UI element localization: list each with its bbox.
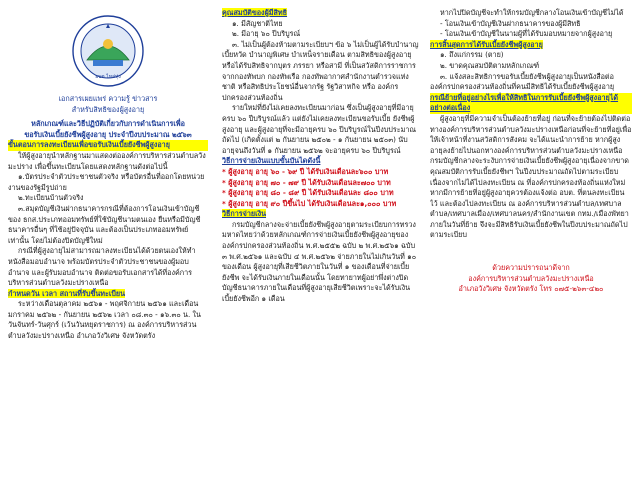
schedule-heading: กำหนดวัน เวลา สถานที่รับขึ้นทะเบียน [8, 288, 126, 298]
column-right [430, 0, 632, 495]
subtitle-line-2: ขอรับเงินเบี้ยยังชีพผู้สูงอายุ ประจำปีงบประมาณ ๒๕๖๓ [24, 129, 192, 139]
subtitle-line-1: หลักเกณฑ์และวิธีปฏิบัติเกี่ยวกับการดำเนินการเพื่อ [31, 119, 185, 129]
footer-line-1: ด้วยความปรารถนาดีจาก [492, 263, 570, 273]
new-registrant-paragraph: รายใหม่ที่ยังไม่เคยลงทะเบียนมาก่อน ซึ่งเป็นผู้สูงอายุที่มีอายุครบ ๖๐ ปีบริบูรณ์แล้ว แต่ยังไม่เคยลงทะเบียนขอรับเบี้ย ยังชีพผู้สูงอายุ และผู้สูงอายุที่จะมีอายุครบ ๖๐ ปีบริบูรณ์ในปีงบประมาณถัดไป (เกิดตั้งแต่ ๒ กันยายน ๒๕๐๒ - ๑ กันยายน ๒๕๐๓) นับอายุจนถึงวันที่ ๑ กันยายน ๒๕๖๒ จะอายุครบ ๖๐ ปีบริบูรณ์ [222, 103, 417, 155]
transfer-option-2: - โอนเงินเข้าบัญชีในนามผู้ที่ได้รับมอบหมายจากผู้สูงอายุ [440, 29, 613, 39]
relocation-paragraph: ผู้สูงอายุที่มีความจำเป็นต้องย้ายที่อยู่ ก่อนที่จะย้ายต้องไปติดต่อทางองค์การบริหารส่วนตำบลวังมะปรางเหนือก่อนที่จะย้ายที่อยู่เพื่อให้เจ้าหน้าที่งานสวัสดิการสังคม จะได้แนะนำการย้าย หากผู้สูงอายุลงย้ายไปนอกทางองค์การบริหารส่วนตำบลวังมะปรางเหนือ กรมบัญชีกลางจะระงับการจ่ายเงินเบี้ยยังชีพผู้สูงอายุเนื่องจากขาดคุณสมบัติการรับเบี้ยยังชีพฯ ในปีงบประมาณถัดไปตามระเบียบ เนื่องจากไม่ได้ไปลงทะเบียน ณ ที่องค์กรปกครองท้องถิ่นแห่งใหม่ หากมีการย้ายที่อยู่ผู้สูงอายุควรต้องแจ้งต่อ อบต. ที่ตนลงทะเบียนไว้ และต้องไปลงทะเบียน ณ องค์การบริหารส่วนตำบล/เทศบาลตำบล/เทศบาลเมือง/เทศบาลนคร/สำนักงานเขต กทม./เมืองพัทยา ภายในวันที่ย้าย จึงจะมีสิทธิรับเงินเบี้ยยังชีพในปีงบประมาณถัดไป ตามระเบียบ [430, 113, 632, 240]
title-line-1: เอกสารเผยแพร่ ความรู้ ข่าวสาร [58, 94, 158, 103]
organization-seal-icon [71, 14, 145, 88]
rate-tier-3: * ผู้สูงอายุ อายุ ๘๐ - ๘๙ ปี ได้รับเงินเดือนละ ๘๐๐ บาท [222, 188, 394, 198]
title-line-2: สำหรับสิทธิของผู้สูงอายุ [71, 104, 145, 114]
rate-tier-1: * ผู้สูงอายุ อายุ ๖๐ - ๖๙ ปี ได้รับเงินเดือนละ๖๐๐ บาท [222, 166, 389, 176]
termination-2: ๒. ขาดคุณสมบัติตามหลักเกณฑ์ [440, 60, 540, 70]
qualification-2: ๒. มีอายุ ๖๐ ปีบริบูรณ์ [232, 29, 301, 39]
seal-text: อบต.ไหล่ทุ่ง [95, 74, 121, 80]
document-item-1: ๑.บัตรประจำตัวประชาชนตัวจริง หรือบัตรอื่นที่ออกโดยหน่วยงานของรัฐมีรูปถ่าย [8, 172, 205, 192]
footer-line-2: องค์การบริหารส่วนตำบลวังมะปรางเหนือ [468, 273, 594, 283]
rate-tier-4: * ผู้สูงอายุ อายุ ๙๐ ปีขึ้นไป ได้รับเงินเดือนละ๑,๐๐๐ บาท [222, 198, 397, 208]
payment-paragraph: กรมบัญชีกลางจะจ่ายเบี้ยยังชีพผู้สูงอายุตามระเบียบการทรวงมหาดไทยว่าด้วยหลักเกณฑ์การจ่ายเงินเบี้ยยังชีพผู้สูงอายุขององค์กรปกครองส่วนท้องถิ่น พ.ศ.๒๕๕๒ ฉบับ ๒ พ.ศ.๒๕๖๑ ฉบับ ๓ พ.ศ.๒๕๖๑ และฉบับ ๔ พ.ศ.๒๕๖๒ จ่ายภายในไม่เกินวันที่ ๑๐ ของเดือน ผู้สูงอายุที่เสียชีวิตภายในวันที่ ๑ ของเดือนที่จ่ายเบี้ยยังชีพ จะได้รับเงินภายในเดือนนั้น โดยทายาทผู้อย่าพึ่งต่างปิดบัญชีธนาคารภายในเดือนที่ผู้สูงอายุเสียชีวิตเพราะจะได้รับเงินเบี้ยยังชีพอีก ๑ เดือน [222, 219, 417, 304]
rate-tier-2: * ผู้สูงอายุ อายุ ๗๐ - ๗๙ ปี ได้รับเงินเดือนละ๗๐๐ บาท [222, 177, 391, 187]
qualification-1: ๑. มีสัญชาติไทย [232, 18, 283, 28]
termination-1: ๑. ถึงแก่กรรม (ตาย) [440, 50, 504, 60]
transfer-option-1: - โอนเงินเข้าบัญชีเงินฝากธนาคารของผู้มีสิทธิ [440, 18, 581, 28]
column-middle [222, 0, 420, 495]
tier-heading: วิธีการจ่ายเงินแบบขั้นบันไดดังนี้ [222, 156, 321, 166]
registration-steps-heading: ขั้นตอนการลงทะเบียนเพื่อขอรับเงินเบี้ยยังชีพผู้สูงอายุ [8, 140, 208, 151]
registration-paragraph: ให้ผู้สูงอายุนำหลักฐานมาแสดงต่อองค์การบริหารส่วนตำบลวังมะปราง เพื่อขึ้นทะเบียนโดยแสดงหลักฐานดังต่อไปนี้ [8, 150, 206, 171]
proxy-paragraph: กรณีที่ผู้สูงอายุไม่สามารถมาลงทะเบียนได้ด้วยตนเองให้ทำหนังสือมอบอำนาจ พร้อมบัตรประจำตัวประชาชนของผู้มอบอำนาจ และผู้รับมอบอำนาจ ติดต่อขอรับเอกสารได้ที่องค์การบริหารส่วนตำบลวังมะปรางเหนือ [8, 246, 196, 288]
footer-line-3: อำเภอวังวิเศษ จังหวัดตรัง โทร ๐๗๕-๒๖๓-๔๒๐ [458, 284, 604, 294]
qualification-3: ๓. ไม่เป็นผู้ต้องห้ามตามระเบียบฯ ข้อ ๖ ไม่เป็นผู้ได้รับบำนาญ เบี้ยหวัด บำนาญพิเศษ บำเหน็จรายเดือน ตามสิทธิของผู้สูงอายุ หรือได้รับสิทธิจากบุตร ภรรยา หรือสามี ที่เป็นสวัสดิการราชการ จากกองทัพบก กองทัพเรือ กองทัพอากาศสำนักงานตำรวจแห่งชาติ หรือสิทธิประโยชน์อื่นจากรัฐ รัฐวิสาหกิจ หรือ องค์กรปกครองส่วนท้องถิ่น [222, 39, 419, 102]
relocation-heading: กรณีย้ายที่อยู่อย่างไรเพื่อให้สิทธิในการรับเบี้ยยังชีพผู้สูงอายุได้อย่างต่อเนื่อง [430, 93, 632, 114]
termination-3: ๓. แจ้งสละสิทธิการขอรับเบี้ยยังชีพผู้สูงอายุเป็นหนังสือต่อองค์กรปกครองส่วนท้องถิ่นที่คนมีสิทธิได้รับเบี้ยยังชีพผู้สูงอายุ [430, 71, 615, 92]
column-left [8, 0, 208, 495]
account-paragraph: หากไปปิดบัญชีจะทำให้กรมบัญชีกลางโอนเงินเข้าบัญชีไม่ได้ [440, 8, 624, 17]
footer-signature [430, 263, 632, 295]
document-item-2: ๒.ทะเบียนบ้านตัวจริง [18, 193, 84, 203]
schedule-paragraph: ระหว่างเดือนตุลาคม ๒๕๖๑ - พฤศจิกายน ๒๕๖๑ และเดือนมกราคม ๒๕๖๒ - กันยายน ๒๕๖๒ เวลา ๐๘.๓๐ - ๑๖.๓๐ น. ในวันจันทร์-วันศุกร์ (เว้นวันหยุดราชการ) ณ องค์การบริหารส่วนตำบลวังมะปรางเหนือ อำเภอวังวิเศษ จังหวัดตรัง [8, 299, 201, 341]
document-item-3: ๓.สมุดบัญชีเงินฝากธนาคารกรณีที่ต้องการโอนเงินเข้าบัญชีของ ธกส.ประเภทออมทรัพย์ที่ใช้บัญชีนามตนเอง ยืนหรือมีบัญชีธนาคารอื่นๆ ที่ใช้อยู่ปัจจุบัน และต้องเป็นประเภทออมทรัพย์เท่านั้น โดยไม่ต้องปิดบัญชีใหม่ [8, 203, 201, 245]
payment-heading: วิธีการจ่ายเงิน [222, 209, 267, 219]
qualification-heading: คุณสมบัติของผู้มีสิทธิ [222, 8, 288, 17]
termination-heading: การสิ้นสุดการได้รับเบี้ยยังชีพผู้สูงอายุ [430, 39, 543, 49]
logo-wrap [8, 14, 208, 88]
